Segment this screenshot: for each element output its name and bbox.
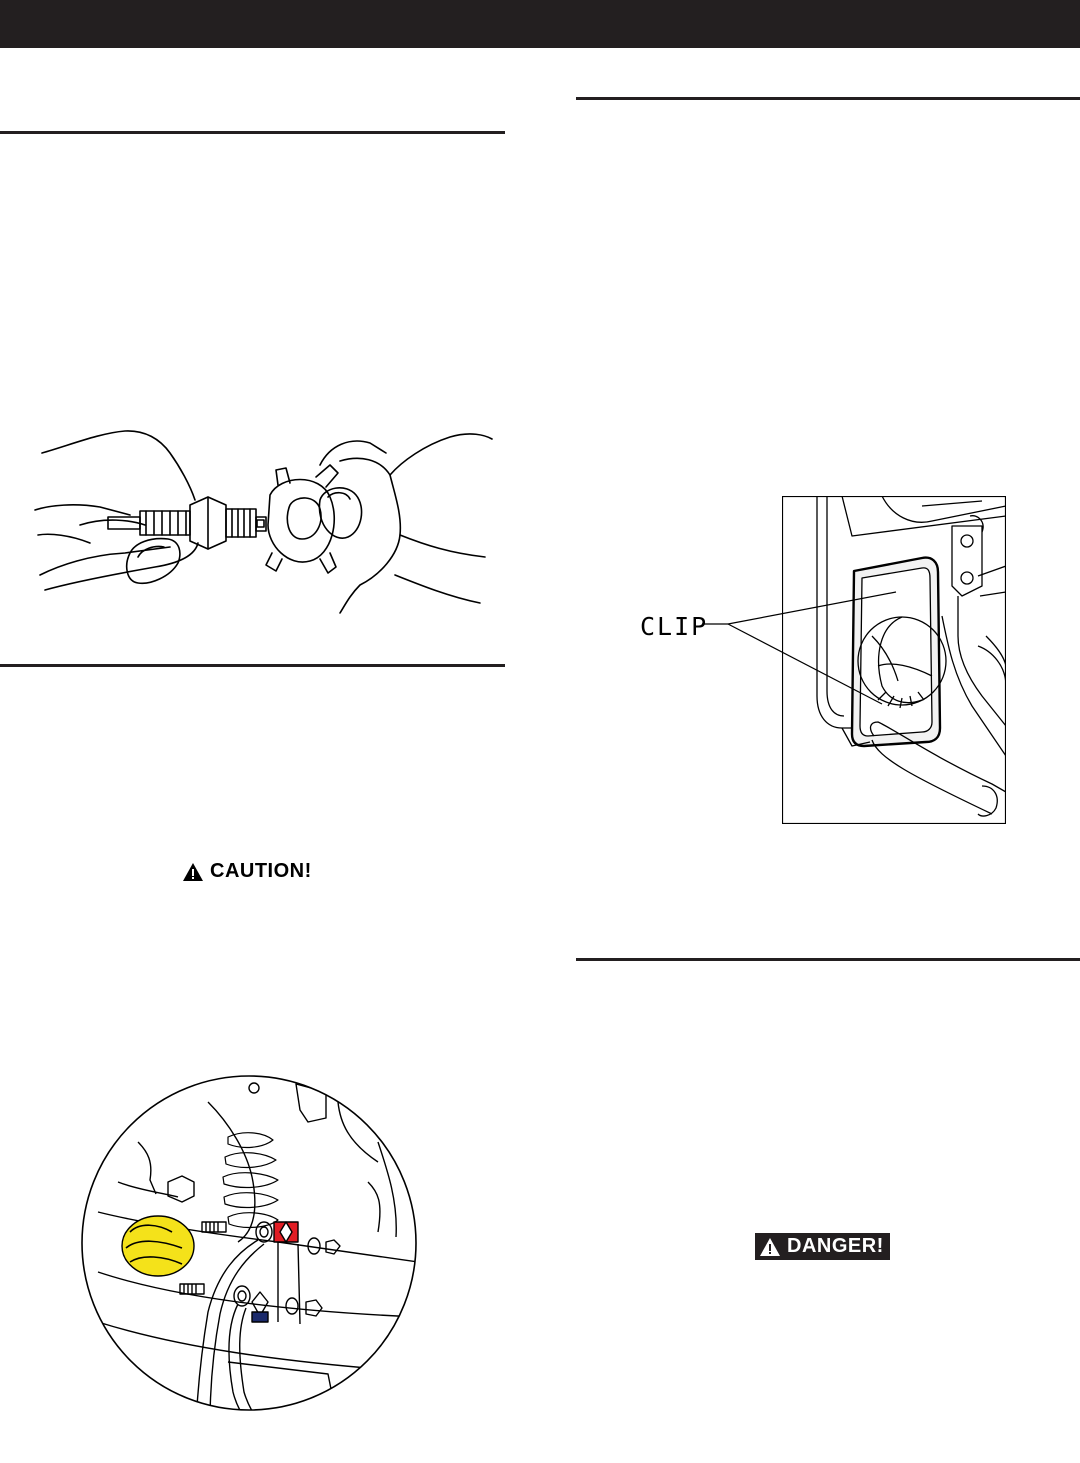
section-rule-lower-right — [576, 958, 1080, 961]
battery-terminal-illustration — [78, 1062, 420, 1424]
section-rule-air-filter — [576, 97, 1080, 100]
warning-triangle-icon — [759, 1237, 781, 1257]
clip-leader-lines — [700, 580, 900, 710]
spark-plug-illustration — [30, 425, 500, 620]
header-bar — [0, 0, 1080, 48]
warning-triangle-icon — [182, 862, 204, 882]
danger-label: DANGER! — [787, 1235, 884, 1257]
caution-label: CAUTION! — [210, 860, 312, 882]
caution-badge — [182, 860, 312, 883]
section-rule-spark-plug — [0, 131, 505, 134]
section-rule-battery — [0, 664, 505, 667]
clip-callout-label: CLIP — [640, 612, 709, 641]
danger-badge — [755, 1233, 890, 1260]
